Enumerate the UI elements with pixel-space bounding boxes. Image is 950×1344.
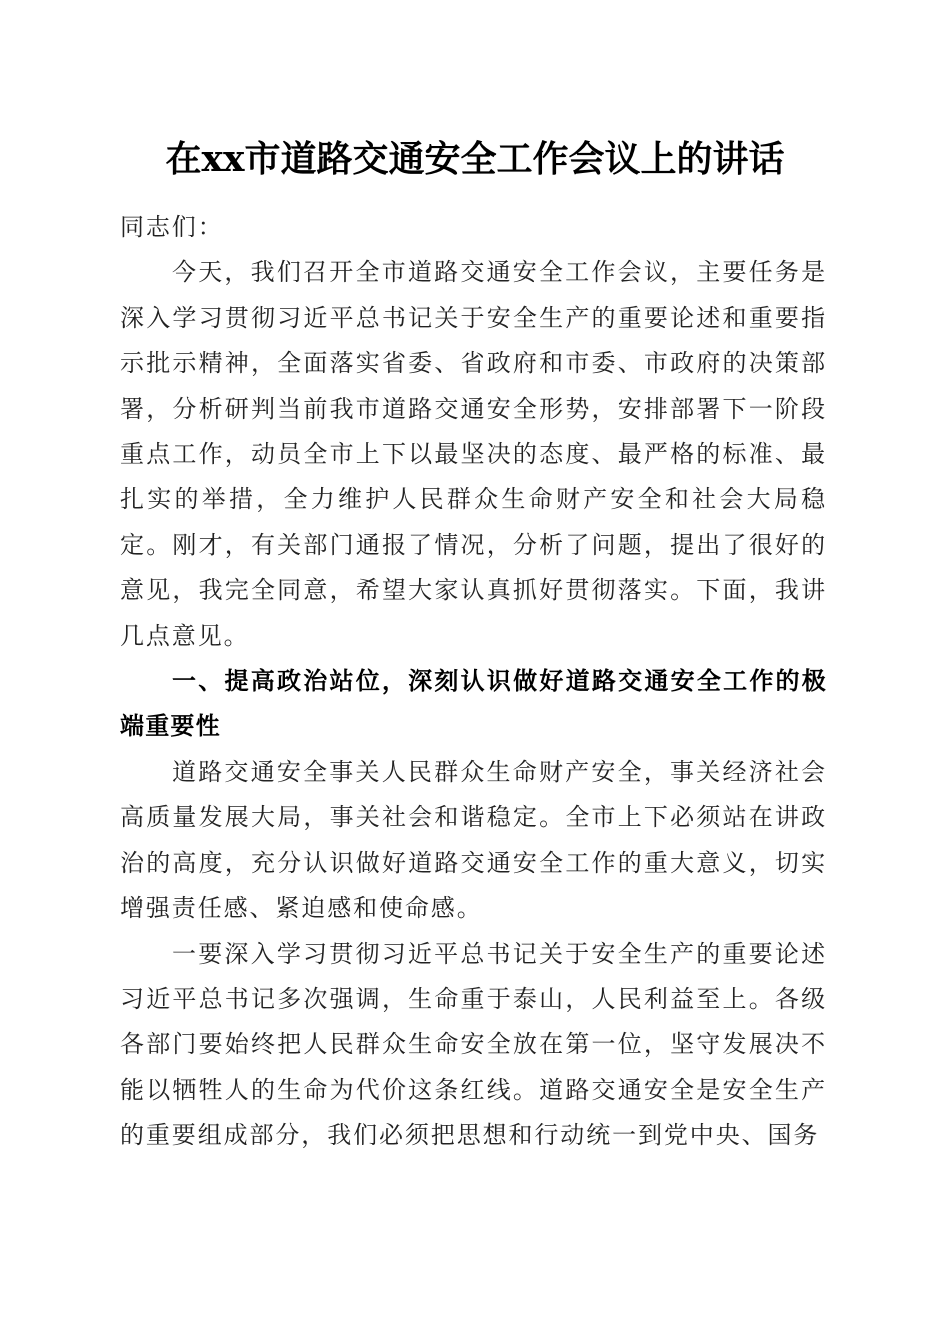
document-body [120, 205, 827, 1159]
document-title: 在xx市道路交通安全工作会议上的讲话 [165, 138, 785, 180]
opening-paragraph: 今天，我们召开全市道路交通安全工作会议，主要任务是深入学习贯彻习近平总书记关于安全生产的重要论述和重要指示批示精神，全面落实省委、省政府和市委、市政府的决策部署，分析研判当前我市道路交通安全形势，安排部署下一阶段重点工作，动员全市上下以最坚决的态度、最严格的标准、最扎实的举措，全力维护人民群众生命财产安全和社会大局稳定。刚才，有关部门通报了情况，分析了问题，提出了很好的意见，我完全同意，希望大家认真抓好贯彻落实。下面，我讲几点意见。 [120, 258, 827, 650]
section-1-paragraph: 一要深入学习贯彻习近平总书记关于安全生产的重要论述习近平总书记多次强调，生命重于泰山，人民利益至上。各级各部门要始终把人民群众生命安全放在第一位，坚守发展决不能以牺牲人的生命为代价这条红线。道路交通安全是安全生产的重要组成部分，我们必须把思想和行动统一到党中央、国务 [120, 939, 827, 1150]
salutation: 同志们： [120, 213, 224, 241]
section-1-paragraph: 道路交通安全事关人民群众生命财产安全，事关经济社会高质量发展大局，事关社会和谐稳定。全市上下必须站在讲政治的高度，充分认识做好道路交通安全工作的重大意义，切实增强责任感、紧迫感和使命感。 [120, 757, 827, 923]
section-heading-1: 一、提高政治站位，深刻认识做好道路交通安全工作的极端重要性 [120, 667, 827, 741]
